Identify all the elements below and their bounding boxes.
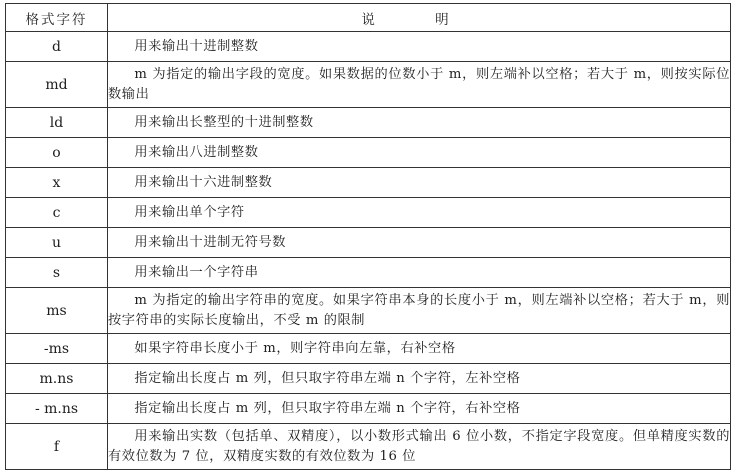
table-row bbox=[6, 198, 731, 228]
description-text: 用来输出十六进制整数 bbox=[134, 174, 273, 190]
format-spec-table bbox=[5, 3, 731, 470]
description-cell bbox=[108, 288, 731, 334]
format-cell: f bbox=[6, 424, 108, 470]
description-text: 指定输出长度占 m 列，但只取字符串左端 n 个字符，左补空格 bbox=[134, 370, 521, 386]
description-text: 指定输出长度占 m 列，但只取字符串左端 n 个字符，右补空格 bbox=[134, 400, 521, 416]
table-row bbox=[6, 334, 731, 364]
table-row bbox=[6, 424, 731, 470]
table-row bbox=[6, 258, 731, 288]
description-text: 用来输出十进制整数 bbox=[134, 38, 259, 54]
header-format-char: 格式字符 bbox=[6, 4, 108, 32]
table-row bbox=[6, 32, 731, 62]
table-row bbox=[6, 62, 731, 108]
description-text: 用来输出一个字符串 bbox=[134, 264, 259, 280]
format-cell: m.ns bbox=[6, 364, 108, 394]
description-cell bbox=[108, 108, 731, 138]
description-cell bbox=[108, 138, 731, 168]
description-cell bbox=[108, 258, 731, 288]
description-text: m 为指定的输出字段的宽度。如果数据的位数小于 m，则左端补以空格；若大于 m，则按实际位数输出 bbox=[108, 66, 730, 102]
table-row bbox=[6, 108, 731, 138]
description-text: 用来输出八进制整数 bbox=[134, 144, 259, 160]
format-cell: c bbox=[6, 198, 108, 228]
format-cell: - m.ns bbox=[6, 394, 108, 424]
description-text: 用来输出单个字符 bbox=[134, 204, 245, 220]
description-cell bbox=[108, 62, 731, 108]
format-cell: d bbox=[6, 32, 108, 62]
description-cell bbox=[108, 228, 731, 258]
table-row bbox=[6, 138, 731, 168]
description-cell bbox=[108, 334, 731, 364]
description-text: 用来输出长整型的十进制整数 bbox=[134, 114, 314, 130]
description-text: 用来输出实数（包括单、双精度），以小数形式输出 6 位小数，不指定字段宽度。但单精度实数的有效位数为 7 位，双精度实数的有效位数为 16 位 bbox=[108, 428, 730, 464]
table-row bbox=[6, 394, 731, 424]
format-cell: x bbox=[6, 168, 108, 198]
table-row bbox=[6, 168, 731, 198]
format-cell: u bbox=[6, 228, 108, 258]
description-text: m 为指定的输出字符串的宽度。如果字符串本身的长度小于 m，则左端补以空格；若大于 m，则按字符串的实际长度输出，不受 m 的限制 bbox=[108, 292, 730, 328]
format-cell: o bbox=[6, 138, 108, 168]
description-cell bbox=[108, 364, 731, 394]
header-description: 说 明 bbox=[108, 4, 731, 32]
table-row bbox=[6, 364, 731, 394]
description-cell bbox=[108, 424, 731, 470]
table-row bbox=[6, 228, 731, 258]
description-cell bbox=[108, 394, 731, 424]
format-cell: ld bbox=[6, 108, 108, 138]
format-cell: ms bbox=[6, 288, 108, 334]
description-cell bbox=[108, 32, 731, 62]
table-header-row bbox=[6, 4, 731, 32]
format-cell: s bbox=[6, 258, 108, 288]
description-text: 如果字符串长度小于 m，则字符串向左靠，右补空格 bbox=[134, 340, 456, 356]
table-row bbox=[6, 288, 731, 334]
description-cell bbox=[108, 168, 731, 198]
format-cell: md bbox=[6, 62, 108, 108]
description-text: 用来输出十进制无符号数 bbox=[134, 234, 287, 250]
format-cell: -ms bbox=[6, 334, 108, 364]
description-cell bbox=[108, 198, 731, 228]
